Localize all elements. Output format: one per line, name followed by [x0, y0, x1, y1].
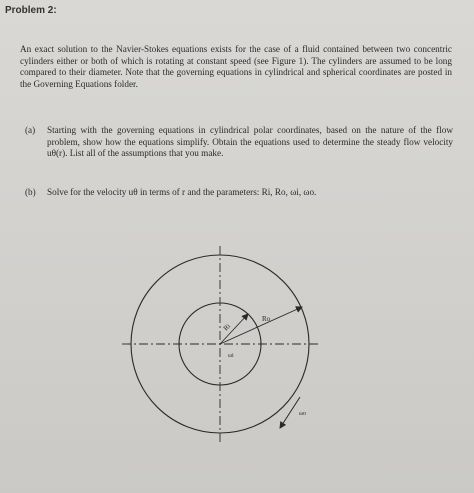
concentric-cylinders-figure [100, 228, 350, 478]
problem-heading: Problem 2: [5, 5, 57, 16]
part-b-text: Solve for the velocity uθ in terms of r and the parameters: Ri, Ro, ωi, ωo. [47, 187, 317, 197]
part-a-tag: (a) [25, 125, 36, 135]
inner-rotation-label: ωi [228, 353, 234, 359]
outer-rotation-label: ωo [299, 411, 306, 417]
figure-svg [100, 228, 350, 478]
outer-rotation-arrow [280, 397, 300, 428]
part-b-tag: (b) [25, 187, 36, 197]
outer-radius-label: Ro [262, 315, 271, 323]
part-b [25, 187, 453, 199]
part-a-text: Starting with the governing equations in cylindrical polar coordinates, based on the nature of the flow problem, show how the equations simplify. Obtain the equations used to determine the steady flow velocity uθ(r). List all of the assumptions that you make. [47, 125, 453, 159]
inner-radius-label: Ri [221, 322, 233, 333]
intro-paragraph: An exact solution to the Navier-Stokes equations exists for the case of a fluid contained between two concentric cylinders either or both of which is rotating at constant speed (see Figure 1). The cylinders are assumed to be long compared to their diameter. Note that the governing equations in cylindrical and spherical coordinates are posted in the Governing Equations folder. [20, 44, 452, 89]
part-a [25, 125, 453, 160]
